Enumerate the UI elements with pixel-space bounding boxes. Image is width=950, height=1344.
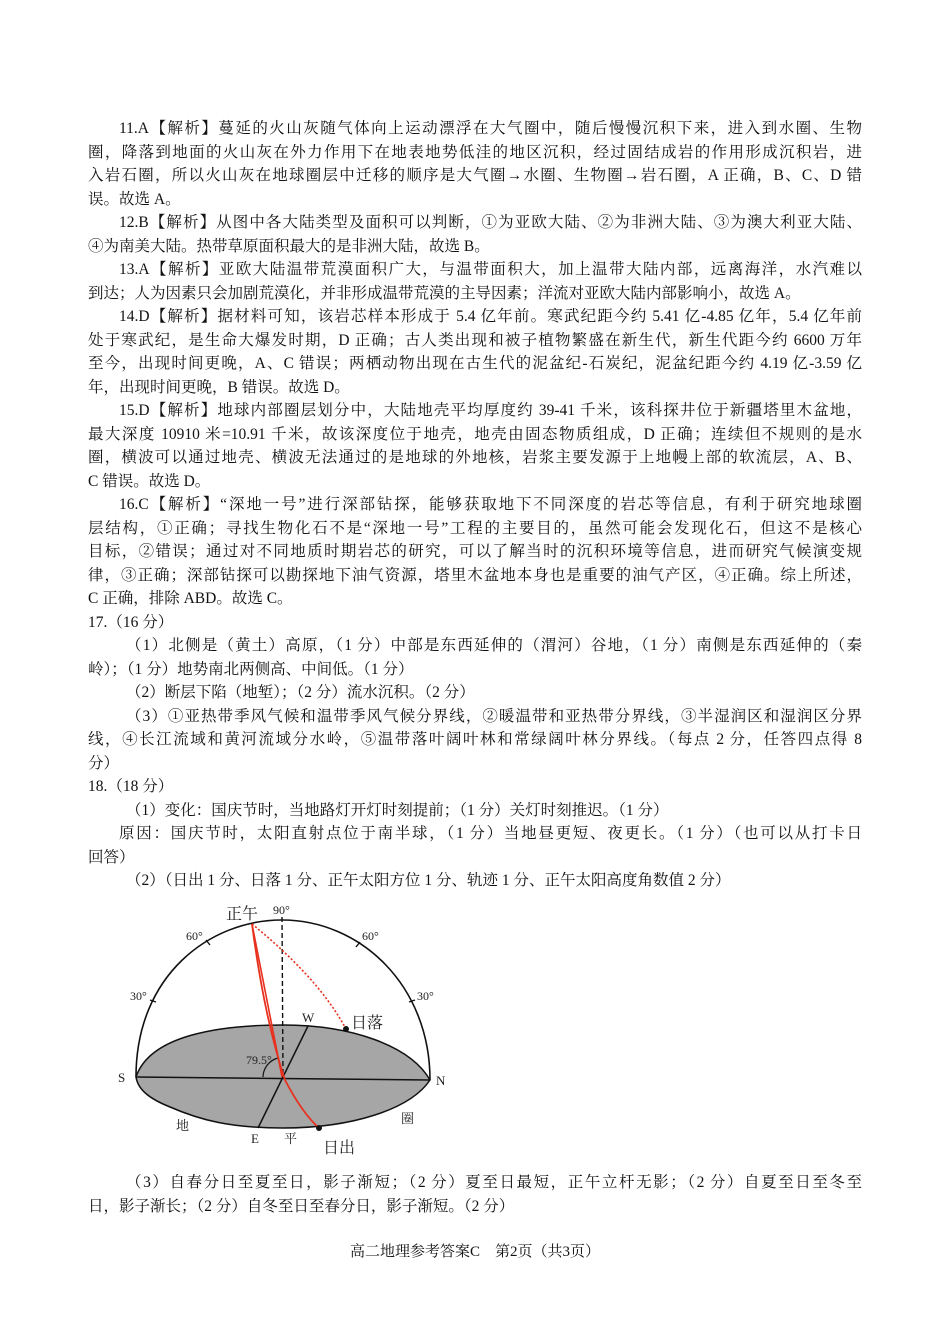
- text-line: 原因：国庆节时，太阳直射点位于南半球，（1 分）当地昼更短、夜更长。（1 分）（也可以从打卡日: [119, 825, 862, 842]
- text-line: 最大深度 10910 米=10.91 千米，故该深度位于地壳，地壳由固态物质组成，D 正确；连续但不规则的是水: [88, 425, 862, 443]
- ground-label-2: 平: [284, 1131, 298, 1146]
- answer-11: [88, 117, 862, 211]
- sun-path-hidden: [252, 924, 346, 1029]
- south-label: S: [118, 1070, 126, 1085]
- text-line: 分）: [88, 754, 120, 772]
- question-17: [88, 611, 862, 776]
- text-line: 律，③正确；深部钻探可以勘探地下油气资源，塔里木盆地本身也是重要的油气产区，④正确。综上所述，: [88, 566, 862, 584]
- deg-30-right-label: 30°: [417, 989, 434, 1003]
- text-line: 13.A【解析】亚欧大陆温带荒漠面积广大，与温带面积大，加上温带大陆内部，远离海洋，水汽难以: [119, 261, 862, 278]
- ground-label-3: 圈: [401, 1111, 415, 1126]
- text-line: 12.B【解析】从图中各大陆类型及面积可以判断，①为亚欧大陆、②为非洲大陆、③为澳大利亚大陆、: [119, 214, 862, 231]
- text-line: 处于寒武纪，是生命大爆发时期，D 正确；古人类出现和被子植物繁盛在新生代，新生代距今约 6600 万年: [88, 331, 862, 349]
- east-label: E: [251, 1131, 259, 1146]
- text-line: （2）（日出 1 分、日落 1 分、正午太阳方位 1 分、轨迹 1 分、正午太阳高度角数值 2 分）: [126, 872, 731, 889]
- text-line: 回答）: [88, 848, 135, 866]
- ground-label-1: 地: [176, 1118, 190, 1133]
- question-18: [88, 775, 862, 893]
- west-label: W: [302, 1010, 315, 1025]
- question-heading: 18.（18 分）: [88, 778, 174, 795]
- text-line: （3）①亚热带季风气候和温带季风气候分界线，②暖温带和亚热带分界线，③半湿润区和湿润区分界: [126, 707, 862, 725]
- north-label: N: [436, 1073, 446, 1088]
- text-line: 15.D【解析】地球内部圈层划分中，大陆地壳平均厚度约 39-41 千米，该科探井位于新疆塔里木盆地，: [119, 402, 862, 419]
- deg-30-left-label: 30°: [130, 989, 147, 1003]
- deg-60-left-label: 60°: [186, 929, 203, 943]
- text-line: ④为南美大陆。热带草原面积最大的是非洲大陆，故选 B。: [88, 237, 490, 255]
- text-line: （1）北侧是（黄土）高原，（1 分）中部是东西延伸的（渭河）谷地，（1 分）南侧是东西延伸的（秦: [126, 637, 862, 654]
- deg-60-right-label: 60°: [362, 929, 379, 943]
- text-line: 入岩石圈，所以火山灰在地球圈层中迁移的顺序是大气圈→水圈、生物圈→岩石圈，A 正确，B、C、D 错: [88, 167, 862, 184]
- text-line: 14.D【解析】据材料可知，该岩芯样本形成于 5.4 亿年前。寒武纪距今约 5.41 亿-4.85 亿年，5.4 亿年前: [119, 308, 862, 325]
- text-line: 岭）；（1 分）地势南北两侧高、中间低。（1 分）: [88, 660, 414, 678]
- angle-label: 79.5°: [246, 1053, 272, 1067]
- sunset-point: [343, 1026, 349, 1032]
- deg-90-label: 90°: [273, 903, 290, 917]
- answer-15: [88, 399, 862, 493]
- answer-14: [88, 305, 862, 399]
- text-line: 11.A【解析】蔓延的火山灰随气体向上运动漂浮在大气圈中，随后慢慢沉积下来，进入到水圈、生物: [119, 120, 862, 137]
- answer-16: [88, 493, 862, 611]
- answer-13: [88, 258, 862, 305]
- answer-12: [88, 211, 862, 258]
- text-line: 层结构，①正确；寻找生物化石不是“深地一号”工程的主要目的，虽然可能会发现化石，但这不是核心: [88, 519, 862, 537]
- answer-text-bottom: [88, 1171, 862, 1218]
- text-line: 圈，横波可以通过地壳、横波无法通过的是地球的外地核，岩浆主要发源于上地幔上部的软流层，A、B、: [88, 449, 862, 466]
- text-line: 目标，②错误；通过对不同地质时期岩芯的研究，可以了解当时的沉积环境等信息，进而研究气候演变规: [88, 543, 862, 560]
- sunrise-label: 日出: [323, 1140, 356, 1157]
- answer-text-top: [88, 117, 862, 893]
- text-line: 圈，降落到地面的火山灰在外力作用下在地表地势低洼的地区沉积，经过固结成岩的作用形成沉积岩，进: [88, 143, 862, 161]
- text-line: （2）断层下陷（地堑）；（2 分）流水沉积。（2 分）: [126, 684, 475, 701]
- sunset-label: 日落: [351, 1015, 384, 1032]
- text-line: （3）自春分日至夏至日，影子渐短；（2 分）夏至日最短，正午立杆无影；（2 分）自夏至日至冬至: [126, 1174, 862, 1191]
- text-line: 到达；人为因素只会加剧荒漠化，并非形成温带荒漠的主导因素；洋流对亚欧大陆内部影响小，故选 A。: [88, 284, 801, 302]
- text-line: 至今，出现时间更晚，A、C 错误；两栖动物出现在古生代的泥盆纪-石炭纪，泥盆纪距今约 4.19 亿-3.59 亿: [88, 355, 862, 372]
- text-line: 年，出现时间更晚，B 错误。故选 D。: [88, 378, 350, 396]
- text-line: 误。故选 A。: [88, 190, 181, 208]
- text-line: 日，影子渐长；（2 分）自冬至日至春分日，影子渐短。（2 分）: [88, 1197, 515, 1215]
- text-line: 线，④长江流域和黄河流域分水岭，⑤温带落叶阔叶林和常绿阔叶林分界线。（每点 2 分，任答四点得 8: [88, 731, 862, 748]
- question-heading: 17.（16 分）: [88, 613, 174, 631]
- sun-path-diagram: [110, 895, 460, 1165]
- page-footer: 高二地理参考答案C 第2页（共3页）: [349, 1244, 600, 1260]
- text-line: 16.C【解析】“深地一号”进行深部钻探，能够获取地下不同深度的岩芯等信息，有利于研究地球圈: [119, 496, 862, 513]
- text-line: （1）变化：国庆节时，当地路灯开灯时刻提前；（1 分）关灯时刻推迟。（1 分）: [126, 801, 669, 819]
- sunrise-point: [316, 1125, 322, 1131]
- text-line: C 正确，排除 ABD。故选 C。: [88, 590, 293, 607]
- text-line: C 错误。故选 D。: [88, 472, 211, 490]
- noon-label: 正午: [226, 906, 259, 923]
